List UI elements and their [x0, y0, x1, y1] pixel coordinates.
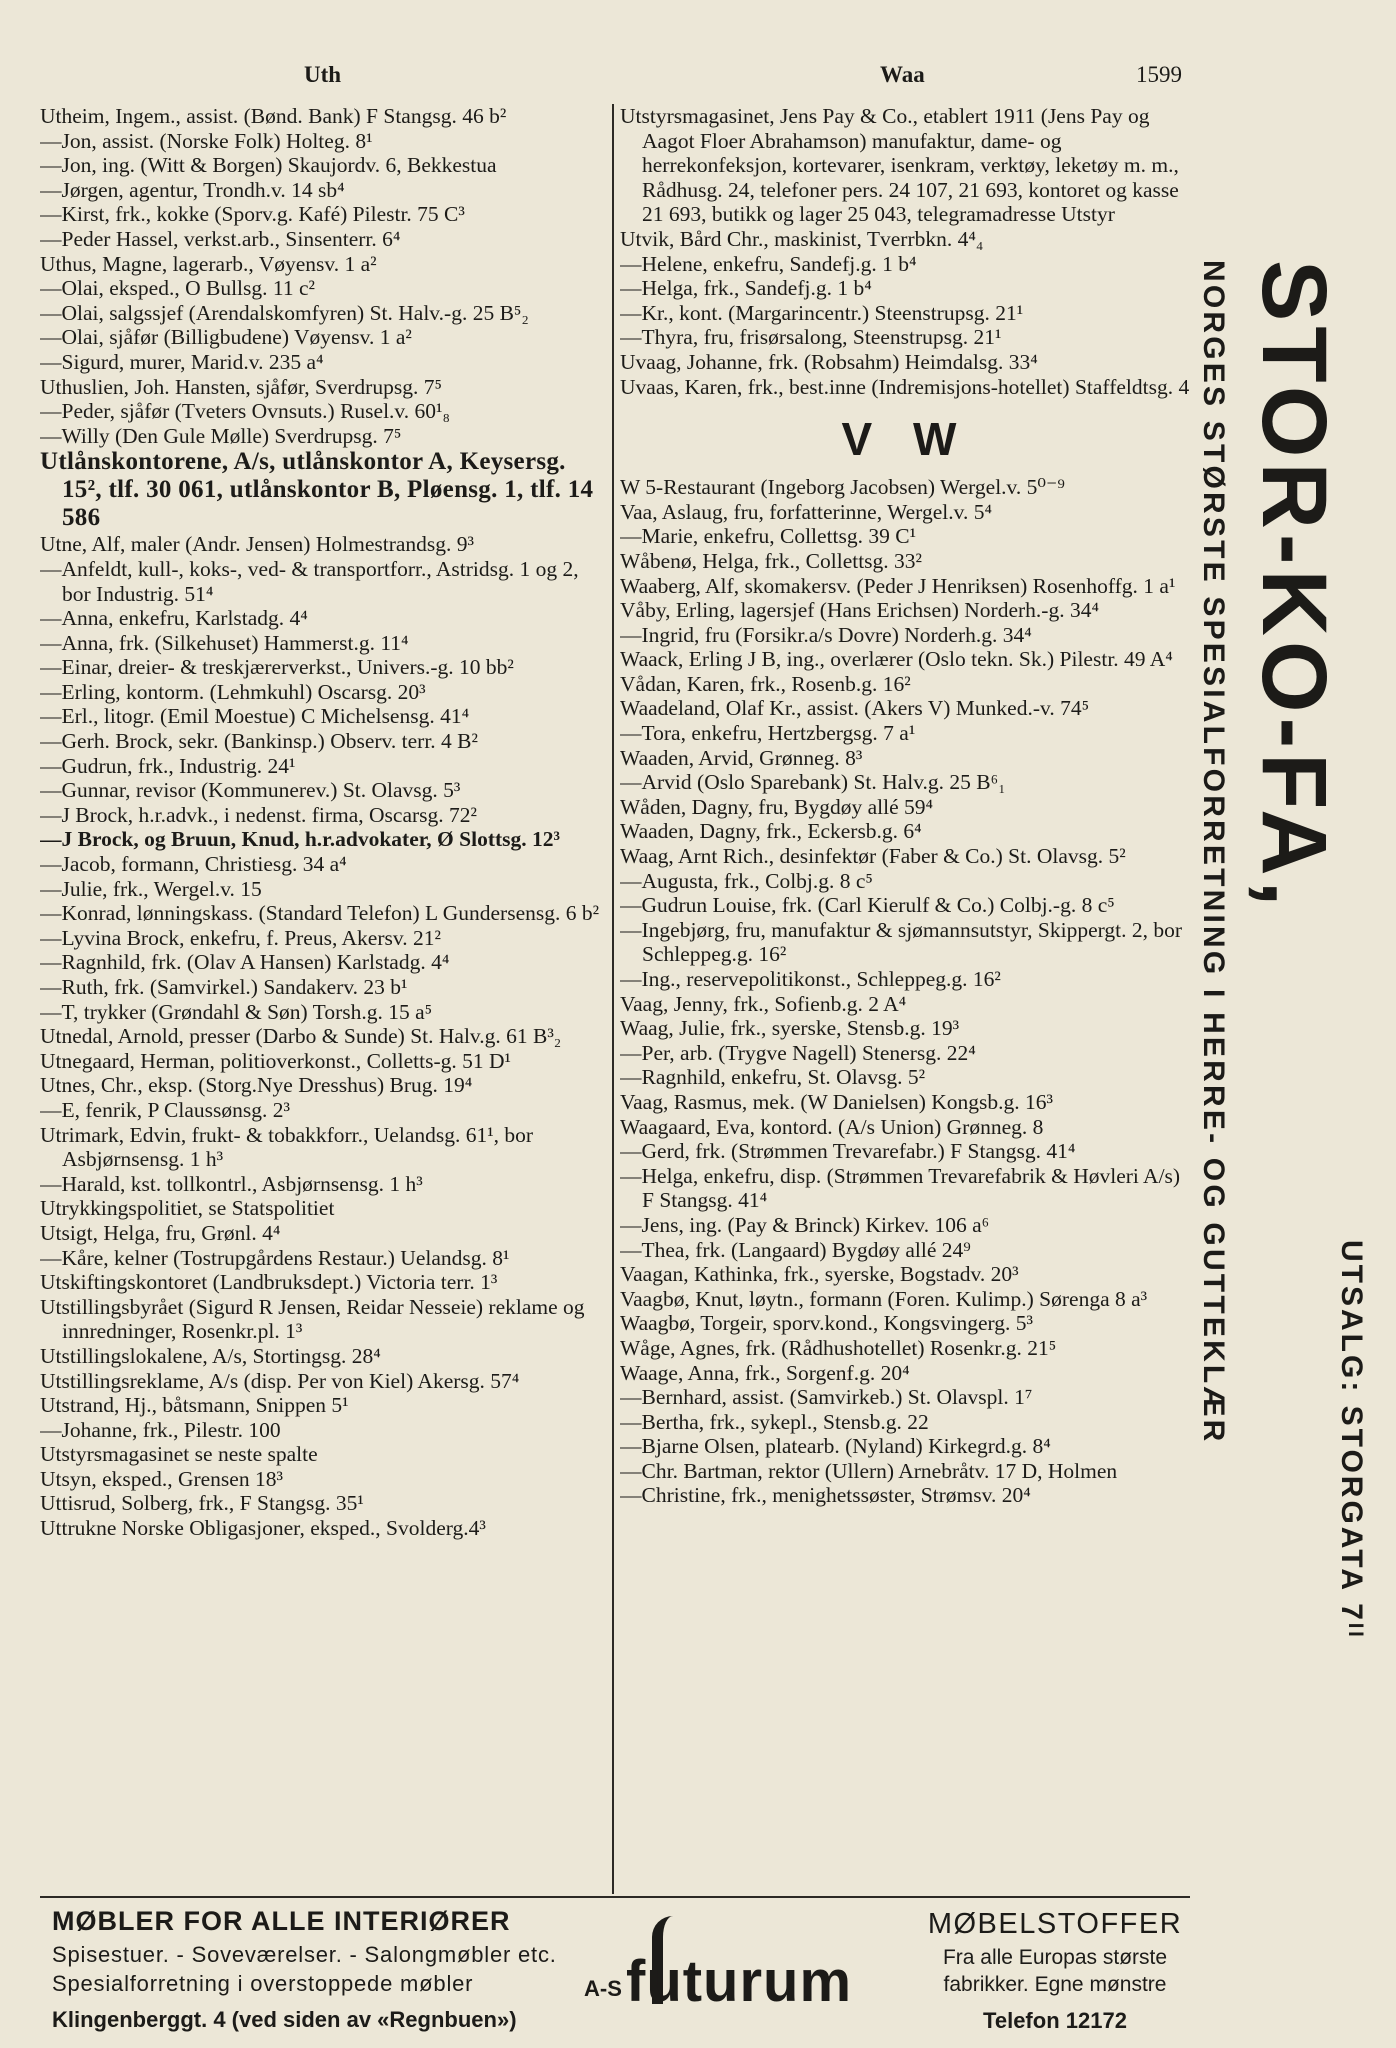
header-right-guide-word: Waa [880, 62, 925, 87]
directory-entry: —Helga, frk., Sandefj.g. 1 b⁴ [620, 276, 872, 301]
side-ad-address: UTSALG: STORGATA 7ᴵᴵ [1335, 1240, 1368, 1640]
side-ad-brand: STOR-KO-FA, [1243, 260, 1345, 912]
directory-entry: —Gudrun Louise, frk. (Carl Kierulf & Co.) Colbj.-g. 8 c⁵ [620, 893, 1115, 918]
directory-entry: —Anna, enkefru, Karlstadg. 4⁴ [40, 606, 308, 631]
directory-entry: Utstrand, Hj., båtsmann, Snippen 5¹ [40, 1393, 349, 1418]
directory-entry: Vådan, Karen, frk., Rosenb.g. 16² [620, 671, 911, 696]
directory-entry: —Per, arb. (Trygve Nagell) Stenersg. 22⁴ [620, 1040, 976, 1065]
directory-entry: Utsigt, Helga, fru, Grønl. 4⁴ [40, 1220, 281, 1245]
directory-entry: —Bertha, frk., sykepl., Stensb.g. 22 [620, 1409, 929, 1434]
directory-entry: Utstillingslokalene, A/s, Stortingsg. 28⁴ [40, 1343, 381, 1368]
directory-entry: Utnedal, Arnold, presser (Darbo & Sunde) St. Halv.g. 61 B³₂ [40, 1024, 562, 1049]
directory-entry: Uthuslien, Joh. Hansten, sjåfør, Sverdrupsg. 7⁵ [40, 374, 442, 399]
directory-entry: —Anna, frk. (Silkehuset) Hammerst.g. 11⁴ [40, 630, 409, 655]
fabric-ad [920, 1904, 1190, 2040]
directory-entry: —Sigurd, murer, Marid.v. 235 a⁴ [40, 349, 324, 374]
directory-entry: —Kåre, kelner (Tostrupgårdens Restaur.) Uelandsg. 8¹ [40, 1245, 510, 1270]
directory-entry: —Kr., kont. (Margarincentr.) Steenstrupsg. 21¹ [620, 300, 1024, 325]
directory-entry: Våby, Erling, lagersjef (Hans Erichsen) Norderh.-g. 34⁴ [620, 598, 1099, 623]
directory-entry: Waagaard, Eva, kontord. (A/s Union) Grønneg. 8 [620, 1114, 1044, 1139]
directory-entry: —Tora, enkefru, Hertzbergsg. 7 a¹ [620, 721, 916, 746]
directory-entry: —Ruth, frk. (Samvirkel.) Sandakerv. 23 b¹ [40, 975, 408, 999]
directory-entry: Utskiftingskontoret (Landbruksdept.) Victoria terr. 1³ [40, 1270, 498, 1295]
directory-entry: Utrimark, Edvin, frukt- & tobakkforr., Uelandsg. 61¹, bor Asbjørnsensg. 1 h³ [40, 1122, 534, 1172]
directory-entry: —Augusta, frk., Colbj.g. 8 c⁵ [620, 868, 873, 893]
directory-entry: —Christine, frk., menighetssøster, Strømsv. 20⁴ [620, 1483, 1031, 1508]
directory-entry: Uvaag, Johanne, frk. (Robsahm) Heimdalsg. 33⁴ [620, 349, 1038, 374]
fabric-ad-phone: Telefon 12172 [983, 2008, 1127, 2033]
directory-entry: —Ingrid, fru (Forsikr.a/s Dovre) Norderh.g. 34⁴ [620, 622, 1032, 647]
directory-entry: Uttrukne Norske Obligasjoner, eksped., Svolderg.4³ [40, 1516, 486, 1541]
directory-entry: Waaberg, Alf, skomakersv. (Peder J Henriksen) Rosenhoffg. 1 a¹ [620, 573, 1176, 598]
directory-entry: —Olai, salgssjef (Arendalskomfyren) St. Halv.-g. 25 B⁵₂ [40, 300, 529, 325]
header-left-guide-word: Uth [304, 62, 342, 87]
directory-entry: Wåden, Dagny, fru, Bygdøy allé 59⁴ [620, 794, 933, 819]
directory-entry: Uvaas, Karen, frk., best.inne (Indremisjons-hotellet) Staffeldtsg. 4 [620, 374, 1190, 399]
furniture-ad-line1: Spisestuer. - Soveværelser. - Salongmøbler etc. [52, 1942, 557, 1967]
furniture-ad-line2: Spesialforretning i overstoppede møbler [52, 1971, 474, 1996]
directory-entry: —Harald, kst. tollkontrl., Asbjørnsensg. 1 h³ [40, 1171, 423, 1196]
directory-entry: —Ingebjørg, fru, manufaktur & sjømannsutstyr, Skippergt. 2, bor Schleppeg.g. 16² [620, 917, 1183, 967]
directory-entry: —Anfeldt, kull-, koks-, ved- & transportforr., Astridsg. 1 og 2, bor Industrig. 51⁴ [40, 556, 579, 606]
directory-entry: —Olai, eksped., O Bullsg. 11 c² [40, 276, 315, 301]
directory-entry: Utsyn, eksped., Grensen 18³ [40, 1466, 283, 1491]
directory-entry: —Johanne, frk., Pilestr. 100 [40, 1417, 281, 1442]
directory-entry: —Ragnhild, frk. (Olav A Hansen) Karlstadg. 4⁴ [40, 950, 450, 975]
futurum-brand: futurum [626, 1949, 853, 2014]
directory-entry: —Erling, kontorm. (Lehmkuhl) Oscarsg. 20³ [40, 679, 426, 704]
left-column [40, 104, 612, 1892]
directory-entry: Utstillingsbyrået (Sigurd R Jensen, Reidar Nesseie) reklame og innredninger, Rosenkr.pl. 1³ [40, 1294, 585, 1344]
directory-entry: —Bjarne Olsen, platearb. (Nyland) Kirkegrd.g. 8⁴ [620, 1434, 1051, 1459]
directory-entry: Waaden, Dagny, frk., Eckersb.g. 6⁴ [620, 819, 922, 844]
directory-entry: W 5-Restaurant (Ingeborg Jacobsen) Wergel.v. 5⁰⁻⁹ [620, 475, 1065, 500]
fabric-ad-line1: Fra alle Europas største [942, 1946, 1168, 1969]
directory-entry: Waag, Julie, frk., syerske, Stensb.g. 19³ [620, 1016, 960, 1041]
directory-entry: —Jens, ing. (Pay & Brinck) Kirkev. 106 a⁶ [620, 1212, 990, 1237]
directory-entry: Vaagan, Kathinka, frk., syerske, Bogstadv. 20³ [620, 1262, 1019, 1287]
furniture-ad-address: Klingenberggt. 4 (ved siden av «Regnbuen») [52, 2007, 517, 2032]
furniture-ad [52, 1902, 572, 2038]
directory-entry: —Bernhard, assist. (Samvirkeb.) St. Olavspl. 1⁷ [620, 1385, 1033, 1410]
directory-entry: Vaagbø, Knut, løytn., formann (Foren. Kulimp.) Sørenga 8 a³ [620, 1286, 1148, 1311]
directory-entry: —Olai, sjåfør (Billigbudene) Vøyensv. 1 a² [40, 325, 412, 350]
directory-entry: —Helga, enkefru, disp. (Strømmen Trevarefabrik & Høvleri A/s) F Stangsg. 41⁴ [620, 1163, 1181, 1213]
directory-entry: —Ing., reservepolitikonst., Schleppeg.g. 16² [620, 967, 1001, 991]
directory-entry: Waage, Anna, frk., Sorgenf.g. 20⁴ [620, 1360, 910, 1385]
directory-entry: Utlånskontorene, A/s, utlånskontor A, Keysersg. 15², tlf. 30 061, utlånskontor B, Pløensg. 1, tlf. 14 586 [40, 448, 594, 532]
directory-entry: Vaag, Rasmus, mek. (W Danielsen) Kongsb.g. 16³ [620, 1089, 1053, 1114]
bottom-divider [40, 1896, 1190, 1898]
directory-entry: —Jacob, formann, Christiesg. 34 a⁴ [40, 852, 347, 877]
directory-entry: —E, fenrik, P Claussønsg. 2³ [40, 1097, 290, 1122]
fabric-ad-headline: MØBELSTOFFER [927, 1908, 1183, 1940]
futurum-logo-ad [584, 1902, 904, 2022]
directory-entry: —Lyvina Brock, enkefru, f. Preus, Akersv. 21² [40, 925, 441, 950]
directory-entry: —T, trykker (Grøndahl & Søn) Torsh.g. 15 a⁵ [40, 999, 433, 1024]
directory-entry: Utne, Alf, maler (Andr. Jensen) Holmestrandsg. 9³ [40, 532, 474, 557]
column-divider [612, 104, 614, 1894]
page-number: 1599 [1136, 62, 1182, 87]
directory-entry: —Gerd, frk. (Strømmen Trevarefabr.) F Stangsg. 41⁴ [620, 1139, 1076, 1164]
directory-entry: Waaden, Arvid, Grønneg. 8³ [620, 745, 863, 770]
directory-entry: Wåge, Agnes, frk. (Rådhushotellet) Rosenkr.g. 21⁵ [620, 1335, 1057, 1360]
directory-entry: —Gudrun, frk., Industrig. 24¹ [40, 753, 296, 778]
directory-entry: Utstyrsmagasinet, Jens Pay & Co., etablert 1911 (Jens Pay og Aagot Floer Abrahamson) manufaktur, dame- og herrekonfeksjon, kortevarer, isenkram, verktøy, leketøy m. m., Rådhusg. 24, telefoner pers. 24 107, 21 693, kontoret og kasse 21 693, butikk og lager 25 043, telegramadresse Utstyr [620, 104, 1179, 227]
directory-entry: —Erl., litogr. (Emil Moestue) C Michelsensg. 41⁴ [40, 704, 470, 729]
side-advertisement [1196, 260, 1376, 1800]
directory-entry: Vaa, Aslaug, fru, forfatterinne, Wergel.v. 5⁴ [620, 499, 992, 524]
directory-entry: —Arvid (Oslo Sparebank) St. Halv.g. 25 B⁶₁ [620, 770, 1006, 795]
directory-entry: —Jon, assist. (Norske Folk) Holteg. 8¹ [40, 128, 373, 153]
fabric-ad-line2: fabrikker. Egne mønstre [943, 1973, 1167, 1996]
section-heading-vw: V W [841, 413, 971, 466]
directory-entry: —Konrad, lønningskass. (Standard Telefon) L Gundersensg. 6 b² [40, 901, 600, 926]
directory-entry: Utheim, Ingem., assist. (Bønd. Bank) F Stangsg. 46 b² [40, 104, 507, 128]
directory-entry: —Thea, frk. (Langaard) Bygdøy allé 24⁹ [620, 1237, 971, 1262]
right-column [620, 104, 1192, 1892]
directory-entry: —Peder Hassel, verkst.arb., Sinsenterr. 6⁴ [40, 226, 401, 251]
furniture-ad-headline: MØBLER FOR ALLE INTERIØRER [52, 1906, 511, 1936]
directory-entry: —Ragnhild, enkefru, St. Olavsg. 5² [620, 1065, 926, 1090]
directory-entry: Waag, Arnt Rich., desinfektør (Faber & Co.) St. Olavsg. 5² [620, 844, 1126, 869]
directory-entry: —Helene, enkefru, Sandefj.g. 1 b⁴ [620, 251, 917, 276]
directory-entry: —Gunnar, revisor (Kommunerev.) St. Olavsg. 5³ [40, 778, 461, 803]
directory-entry: Waack, Erling J B, ing., overlærer (Oslo tekn. Sk.) Pilestr. 49 A⁴ [620, 647, 1173, 672]
directory-entry: —Thyra, fru, frisørsalong, Steenstrupsg. 21¹ [620, 325, 1002, 350]
directory-entry: Uthus, Magne, lagerarb., Vøyensv. 1 a² [40, 251, 377, 276]
directory-entry: Utnes, Chr., eksp. (Storg.Nye Dresshus) Brug. 19⁴ [40, 1073, 473, 1098]
directory-entry: Wåbenø, Helga, frk., Collettsg. 33² [620, 548, 922, 573]
directory-entry: Utstyrsmagasinet se neste spalte [40, 1442, 318, 1467]
directory-entry: —Willy (Den Gule Mølle) Sverdrupsg. 7⁵ [40, 423, 402, 448]
directory-entry: —Kirst, frk., kokke (Sporv.g. Kafé) Pilestr. 75 C³ [40, 202, 465, 227]
directory-entry: —Marie, enkefru, Collettsg. 39 C¹ [620, 524, 917, 549]
directory-entry: —Jørgen, agentur, Trondh.v. 14 sb⁴ [40, 177, 345, 202]
side-ad-tagline: NORGES STØRSTE SPESIALFORRETNING I HERRE- OG GUTTEKLÆR [1197, 260, 1230, 1445]
directory-entry: Uttisrud, Solberg, frk., F Stangsg. 35¹ [40, 1491, 364, 1516]
directory-entry: —Chr. Bartman, rektor (Ullern) Arnebråtv. 17 D, Holmen [620, 1458, 1118, 1483]
directory-entry: Vaag, Jenny, frk., Sofienb.g. 2 A⁴ [620, 991, 907, 1016]
right-column-top-entries [620, 104, 1192, 399]
directory-entry: Waadeland, Olaf Kr., assist. (Akers V) Munked.-v. 74⁵ [620, 696, 1090, 721]
directory-entry: —Einar, dreier- & treskjærerverkst., Univers.-g. 10 bb² [40, 655, 514, 680]
directory-entry: Waagbø, Torgeir, sporv.kond., Kongsvingerg. 5³ [620, 1311, 1033, 1336]
directory-entry: Utvik, Bård Chr., maskinist, Tverrbkn. 4⁴₄ [620, 226, 984, 251]
directory-entry: Utrykkingspolitiet, se Statspolitiet [40, 1196, 335, 1221]
running-head [40, 62, 1190, 92]
directory-entry: —Jon, ing. (Witt & Borgen) Skaujordv. 6, Bekkestua [40, 153, 497, 178]
directory-entry: Utnegaard, Herman, politioverkonst., Colletts-g. 51 D¹ [40, 1048, 511, 1073]
right-column-bottom-entries [620, 475, 1192, 1508]
directory-entry: —Julie, frk., Wergel.v. 15 [40, 876, 262, 901]
futurum-prefix: A-S [584, 1976, 622, 2001]
directory-entry: —Peder, sjåfør (Tveters Ovnsuts.) Rusel.v. 60¹₈ [40, 399, 450, 424]
directory-entry: Utstillingsreklame, A/s (disp. Per von Kiel) Akersg. 57⁴ [40, 1368, 520, 1393]
directory-entry: —J Brock, h.r.advk., i nedenst. firma, Oscarsg. 72² [40, 802, 477, 827]
directory-entry: —Gerh. Brock, sekr. (Bankinsp.) Observ. terr. 4 B² [40, 729, 478, 754]
directory-entry: —J Brock, og Bruun, Knud, h.r.advokater, Ø Slottsg. 12³ [40, 827, 560, 852]
